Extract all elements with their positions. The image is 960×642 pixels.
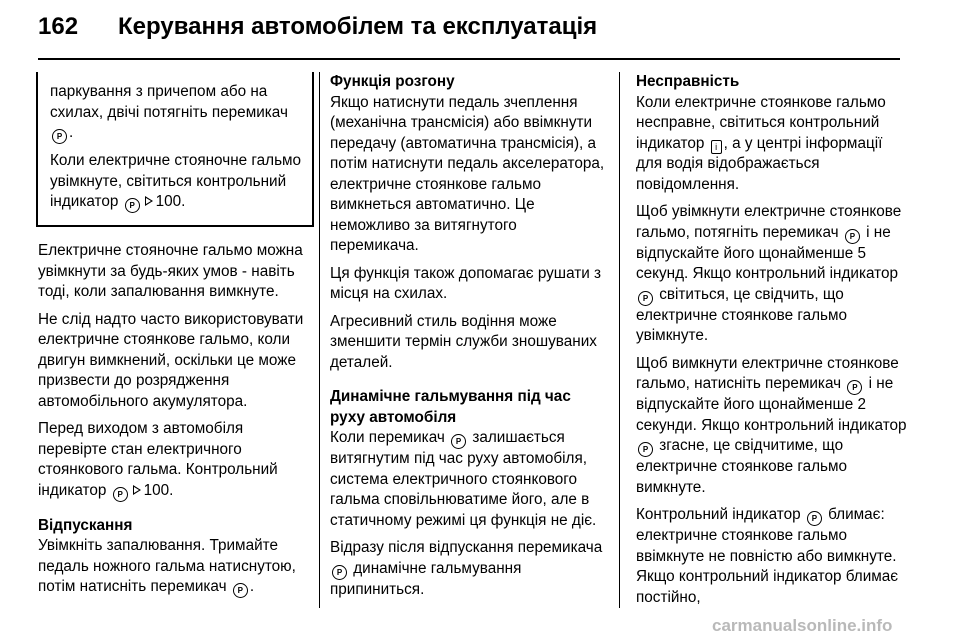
page-title: Керування автомобілем та експлуатація <box>118 13 598 40</box>
box-paragraph-1: паркування з причепом або на схилах, двічі потягніть перемикач P . <box>50 82 302 144</box>
paragraph-1: Коли електричне стоянкове гальмо несправне, світиться контрольний індикатор i , а у центрі інформації для водія відображається повідомлення. <box>636 93 886 193</box>
paragraph-4: Увімкніть запалювання. Тримайте педаль ножного гальма натиснутою, потім натисніть перемикач P . <box>38 536 308 598</box>
paragraph-2: Не слід надто часто використовувати електричне стоянкове гальмо, коли двигун вимкнений, оскільки це може призвести до розрядження автомобільного акумулятора. <box>38 310 304 410</box>
parking-brake-indicator-icon: P <box>332 565 347 580</box>
parking-brake-indicator-icon: P <box>451 434 466 449</box>
paragraph-3: Щоб вимкнути електричне стоянкове гальмо, натисніть перемикач P і не відпускайте його щонайменше 2 секунди. Якщо контрольний індикатор P згасне, це свідчитиме, що електричне стоянкове гальмо вимкнуте. <box>636 354 907 496</box>
parking-brake-indicator-icon: P <box>125 198 140 213</box>
paragraph-1: Якщо натиснути педаль зчеплення (механічна трансмісія) або ввімкнути передачу (автоматична трансмісія), а потім натиснути педаль акселератора, електричне стоянкове гальмо вимкнеться автоматично. Це неможливо за витягнутого перемикача. <box>330 93 605 254</box>
paragraph-3: Перед виходом з автомобіля перевірте стан електричного стоянкового гальма. Контрольний індикатор P 100. <box>38 419 308 502</box>
paragraph-2: Щоб увімкнути електричне стоянкове гальмо, потягніть перемикач P і не відпускайте його щонайменше 5 секунд. Якщо контрольний індикатор P світиться, це свідчить, що електричне стоянкове гальмо увімкнуте. <box>636 203 902 344</box>
heading-dynamic-braking: Динамічне гальмування під час руху автомобіля <box>330 388 571 426</box>
parking-brake-indicator-icon: P <box>113 487 128 502</box>
heading-drive-away: Функція розгону <box>330 73 455 90</box>
page-number: 162 <box>38 13 79 40</box>
column-3 <box>636 72 908 615</box>
page-reference-arrow-icon <box>133 485 141 495</box>
parking-brake-indicator-icon: P <box>638 442 653 457</box>
paragraph-3: Агресивний стиль водіння може зменшити термін служби зношуваних деталей. <box>330 312 597 371</box>
parking-brake-indicator-icon: P <box>845 229 860 244</box>
page-reference-arrow-icon <box>145 196 153 206</box>
column-divider-1 <box>319 72 320 608</box>
header-rule <box>38 58 900 60</box>
parking-brake-indicator-icon: P <box>52 129 67 144</box>
heading-release: Відпускання <box>38 516 133 534</box>
column-divider-2 <box>619 72 620 608</box>
parking-brake-indicator-icon: P <box>638 291 653 306</box>
watermark: carmanualsonline.info <box>712 616 893 635</box>
column-2 <box>330 72 605 607</box>
box-paragraph-2: Коли електричне стояночне гальмо увімкнуте, світиться контрольний індикатор P 100. <box>50 151 302 213</box>
continued-box <box>36 72 314 227</box>
page-header <box>0 0 960 62</box>
parking-brake-indicator-icon: P <box>807 511 822 526</box>
heading-fault: Несправність <box>636 73 740 90</box>
info-indicator-icon: i <box>711 140 722 154</box>
paragraph-5: Відразу після відпускання перемикача P динамічне гальмування припиниться. <box>330 539 603 598</box>
paragraph-4: Коли перемикач P залишається витягнутим під час руху автомобіля, система електричного стоянкового гальма сповільнюватиме його, але в статичному режимі ця функція не діє. <box>330 429 597 529</box>
parking-brake-indicator-icon: P <box>233 583 248 598</box>
paragraph-4: Контрольний індикатор P блимає: електричне стоянкове гальмо ввімкнуте не повністю або вимкнуте. Якщо контрольний індикатор блимає постійно, <box>636 506 899 606</box>
column-1 <box>38 72 308 605</box>
paragraph-2: Ця функція також допомагає рушати з місця на схилах. <box>330 264 602 302</box>
paragraph-1: Електричне стояночне гальмо можна увімкнути за будь-яких умов - навіть тоді, коли запалювання вимкнуте. <box>38 242 303 300</box>
parking-brake-indicator-icon: P <box>847 380 862 395</box>
